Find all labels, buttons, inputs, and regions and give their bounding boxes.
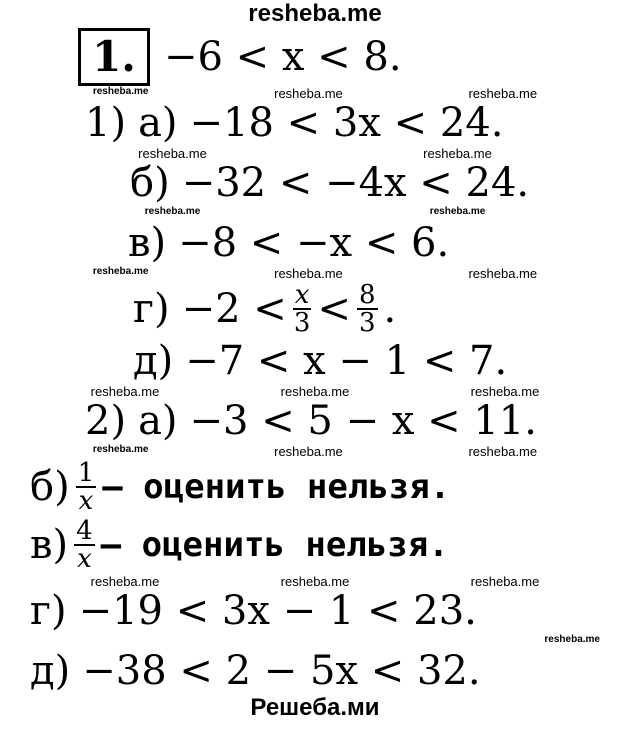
watermark-row	[0, 574, 630, 588]
watermark: resheba.me	[274, 86, 343, 101]
expr: −7 < x − 1 < 7.	[185, 338, 508, 384]
watermark: resheba.me	[144, 206, 201, 217]
watermark: resheba.me	[90, 574, 160, 589]
given: −6 < x < 8.	[164, 34, 402, 80]
expr: <	[317, 286, 351, 332]
numerator: 1	[77, 458, 95, 488]
watermark-row	[0, 266, 630, 280]
p1-a	[0, 100, 630, 146]
fraction	[76, 460, 97, 514]
label: г)	[133, 286, 170, 332]
p1-v	[0, 220, 630, 266]
site-header: resheba.me	[248, 0, 382, 27]
watermark: resheba.me	[92, 444, 149, 455]
fraction	[357, 282, 378, 336]
expr: −32 < −4x < 24.	[181, 160, 530, 206]
denominator: x	[78, 486, 94, 516]
watermark: resheba.me	[423, 146, 492, 161]
label: г)	[30, 588, 67, 634]
site-footer: Решеба.ми	[250, 694, 380, 721]
numerator: 4	[76, 516, 93, 546]
p1-b	[0, 160, 630, 206]
expr: – оценить нельзя.	[102, 467, 451, 507]
watermark-row	[0, 444, 630, 458]
watermark-row	[0, 634, 630, 648]
label: 2)	[85, 398, 127, 444]
label: д)	[133, 338, 174, 384]
task-number: 1.	[78, 28, 150, 86]
watermark-row	[0, 384, 630, 398]
p2-v	[0, 516, 630, 574]
watermark-row	[0, 206, 630, 220]
denominator: 3	[293, 308, 311, 338]
watermark: resheba.me	[92, 86, 149, 97]
watermark-row	[0, 146, 630, 160]
label: д)	[30, 648, 71, 694]
watermark: resheba.me	[468, 444, 538, 459]
p2-g	[0, 588, 630, 634]
expr: −3 < 5 − x < 11.	[189, 398, 537, 444]
watermark: resheba.me	[470, 574, 540, 589]
numerator: 8	[358, 280, 376, 310]
watermark: resheba.me	[90, 384, 160, 399]
watermark-row	[0, 86, 630, 100]
label: а)	[138, 398, 178, 444]
watermark: resheba.me	[429, 206, 486, 217]
label: 1)	[85, 100, 127, 146]
p2-a	[0, 398, 630, 444]
expr: −19 < 3x − 1 < 23.	[78, 588, 477, 634]
denominator: x	[77, 544, 92, 574]
p2-b	[0, 458, 630, 516]
expr: – оценить нельзя.	[100, 525, 449, 565]
expr: −18 < 3x < 24.	[189, 100, 504, 146]
watermark: resheba.me	[274, 266, 343, 281]
watermark: resheba.me	[280, 384, 350, 399]
watermark: resheba.me	[274, 444, 343, 459]
label: в)	[30, 522, 69, 568]
label: а)	[138, 100, 178, 146]
label: б)	[30, 464, 70, 510]
watermark: resheba.me	[138, 146, 207, 161]
fraction	[74, 518, 95, 572]
label: в)	[128, 220, 167, 266]
watermark: resheba.me	[470, 384, 540, 399]
watermark: resheba.me	[92, 266, 149, 277]
fraction	[293, 282, 312, 336]
expr: −8 < −x < 6.	[178, 220, 450, 266]
expr: −38 < 2 − 5x < 32.	[82, 648, 481, 694]
p2-d	[0, 648, 630, 694]
watermark: resheba.me	[544, 634, 600, 645]
given-line	[0, 28, 630, 86]
watermark: resheba.me	[468, 266, 538, 281]
label: б)	[130, 160, 170, 206]
watermark: resheba.me	[468, 86, 538, 101]
denominator: 3	[358, 308, 376, 338]
p1-d	[0, 338, 630, 384]
expr: .	[383, 286, 397, 332]
numerator: x	[294, 280, 310, 310]
expr: −2 <	[181, 286, 287, 332]
p1-g	[0, 280, 630, 338]
watermark: resheba.me	[280, 574, 350, 589]
